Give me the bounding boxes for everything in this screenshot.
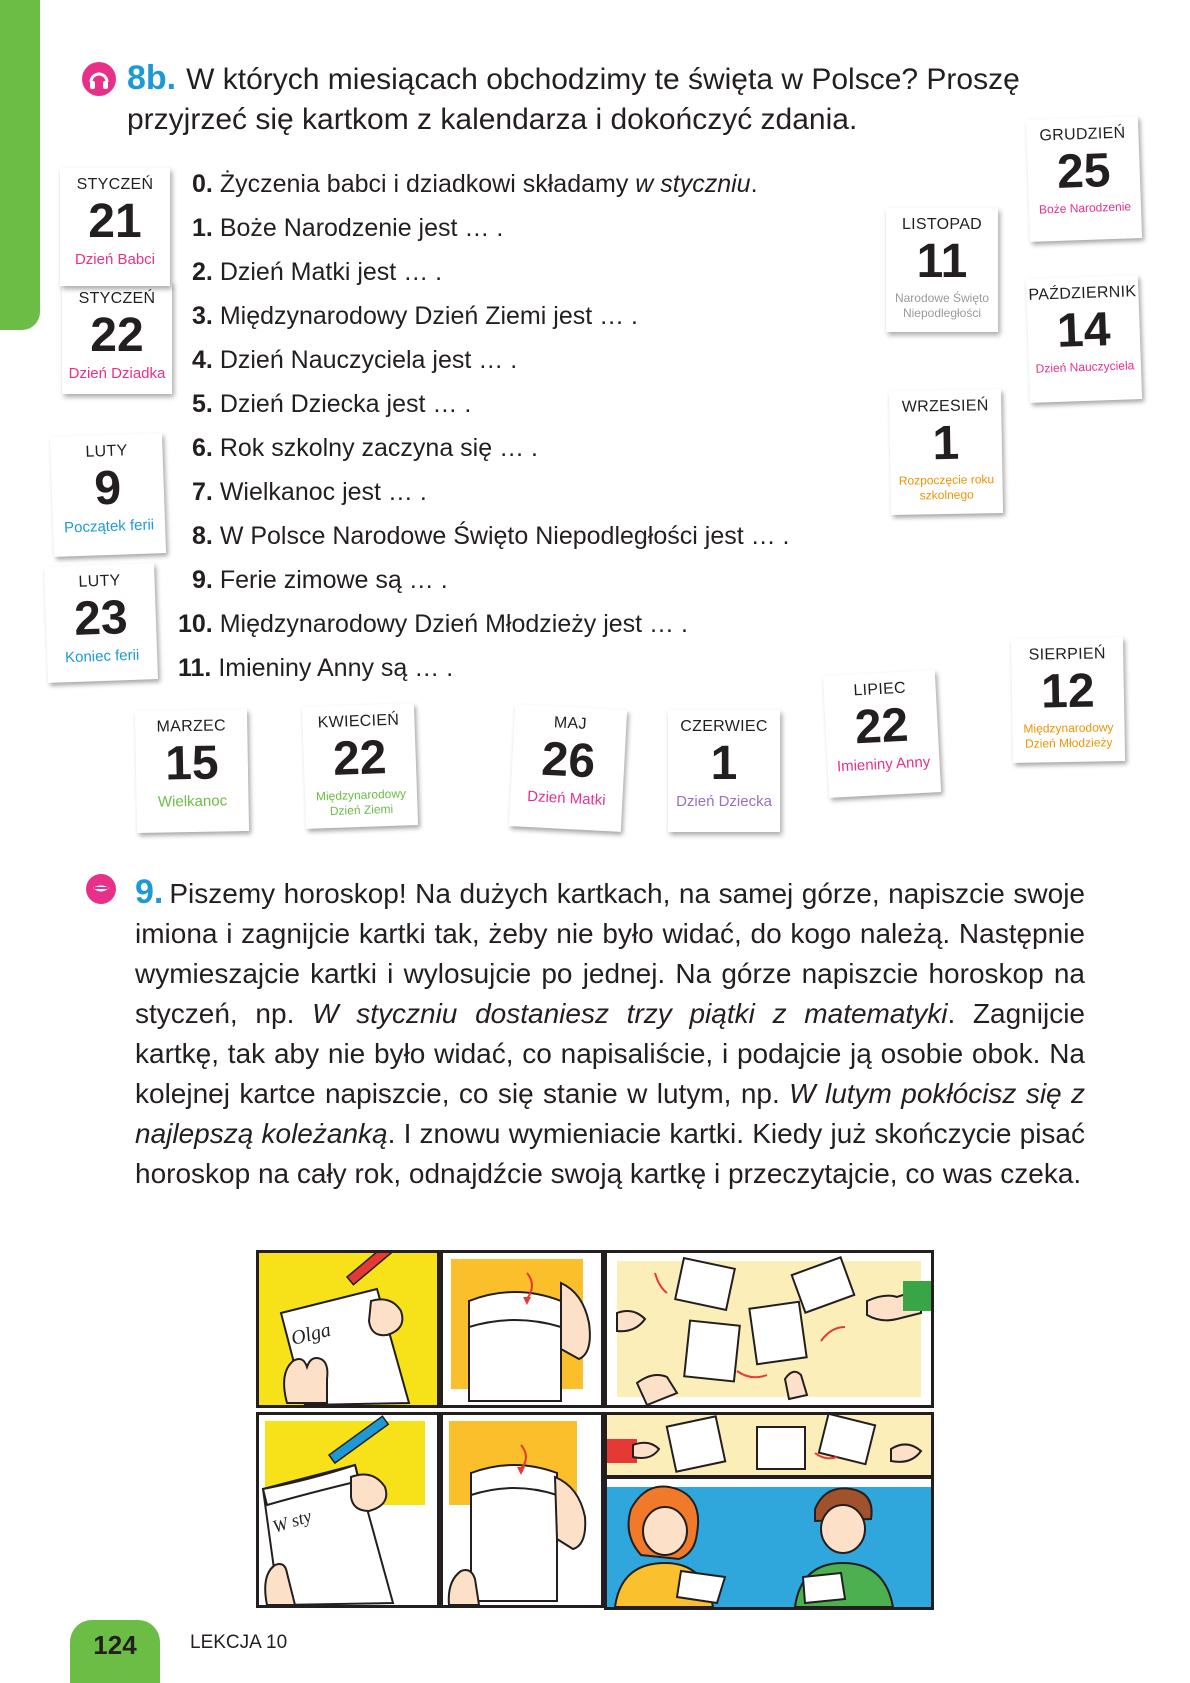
list-item: 7. Wielkanoc jest … .: [192, 478, 427, 506]
calendar-card-luty-9: LUTY 9 Początek ferii: [50, 433, 166, 557]
exercise-8b-heading: [127, 58, 1027, 140]
list-item: 6. Rok szkolny zaczyna się … .: [192, 434, 538, 462]
svg-text:W sty: W sty: [270, 1505, 314, 1537]
calendar-card-sierpien: SIERPIEŃ 12 Międzynarodowy Dzień Młodzieży: [1011, 637, 1125, 763]
calendar-card-lipiec: LIPIEC 22 Imieniny Anny: [823, 670, 941, 798]
list-item: 3. Międzynarodowy Dzień Ziemi jest … .: [192, 302, 639, 330]
calendar-card-listopad: LISTOPAD 11 Narodowe Święto Niepodległości: [886, 208, 998, 332]
page-number: 124: [93, 1630, 137, 1660]
calendar-card-czerwiec: CZERWIEC 1 Dzień Dziecka: [668, 710, 780, 832]
comic-panel-write-horoscope: [256, 1412, 440, 1608]
exercise-9-text: 9. Piszemy horoskop! Na dużych kartkach, na samej górze, napiszcie swoje imiona i zagnijcie kartki tak, żeby nie było widać, do kogo należą. Następnie wymieszajcie kartki i wylosujcie po jednej. Na górze napiszcie horoskop na styczeń, np. W styczniu dostaniesz trzy piątki z matematyki. Zagnijcie kartkę, tak aby nie było widać, co napisaliście, i podajcie ją osobie obok. Na kolejnej kartce napiszcie, co się stanie w lutym, np. W lutym pokłócisz się z najlepszą koleżanką. I znowu wymieniacie kartki. Kiedy już skończycie pisać horoskop na cały rok, odnajdźcie swoją kartkę i przeczytajcie, co was czeka.: [135, 873, 1086, 1189]
exercise-number: 8b.: [127, 59, 177, 97]
list-item: 4. Dzień Nauczyciela jest … .: [192, 346, 518, 374]
list-item: 10. Międzynarodowy Dzień Młodzieży jest … .: [178, 610, 688, 638]
page-number-tab: [70, 1620, 160, 1683]
green-side-tab: [0, 0, 40, 330]
calendar-card-kwiecien: KWIECIEŃ 22 Międzynarodowy Dzień Ziemi: [302, 703, 418, 829]
calendar-card-marzec: MARZEC 15 Wielkanoc: [135, 709, 249, 833]
svg-text:Olga: Olga: [288, 1318, 334, 1350]
calendar-card-pazdziernik: PAŹDZIERNIK 14 Dzień Nauczyciela: [1026, 275, 1142, 403]
calendar-card-styczen-21: STYCZEŃ 21 Dzień Babci: [60, 168, 170, 286]
list-item: 5. Dzień Dziecka jest … .: [192, 390, 472, 418]
instruction-line-1: W których miesiącach obchodzimy te święta w Polsce? Proszę: [186, 63, 1020, 96]
calendar-card-wrzesien: WRZESIEŃ 1 Rozpoczęcie roku szkolnego: [889, 389, 1003, 515]
comic-panel-children-reading: [604, 1476, 934, 1610]
comic-panel-mix-papers: [604, 1250, 934, 1408]
comic-panel-fold-paper: [440, 1250, 604, 1408]
list-item: 1. Boże Narodzenie jest … .: [192, 214, 504, 242]
comic-panel-write-name: [256, 1250, 440, 1408]
comic-illustration: [256, 1250, 936, 1612]
list-item: 9. Ferie zimowe są … .: [192, 566, 448, 594]
lesson-label: LEKCJA 10: [190, 1632, 288, 1653]
speak-icon: [86, 874, 116, 904]
list-item: 2. Dzień Matki jest … .: [192, 258, 443, 286]
instruction-line-2: przyjrzeć się kartkom z kalendarza i dokończyć zdania.: [127, 103, 858, 136]
exercise-number: 9.: [135, 873, 164, 911]
list-item: 8. W Polsce Narodowe Święto Niepodległości jest … .: [192, 522, 790, 550]
list-item: 0. Życzenia babci i dziadkowi składamy w styczniu.: [192, 170, 758, 198]
comic-panel-fold-again: [440, 1412, 604, 1608]
listen-icon: [82, 62, 116, 96]
list-item: 11. Imieniny Anny są … .: [178, 654, 454, 682]
comic-panel-pass-papers: [604, 1412, 934, 1478]
calendar-card-styczen-22: STYCZEŃ 22 Dzień Dziadka: [62, 282, 172, 394]
calendar-card-maj: MAJ 26 Dzień Matki: [509, 704, 627, 832]
calendar-card-luty-23: LUTY 23 Koniec ferii: [44, 563, 158, 683]
calendar-card-grudzien: GRUDZIEŃ 25 Boże Narodzenie: [1026, 116, 1142, 242]
